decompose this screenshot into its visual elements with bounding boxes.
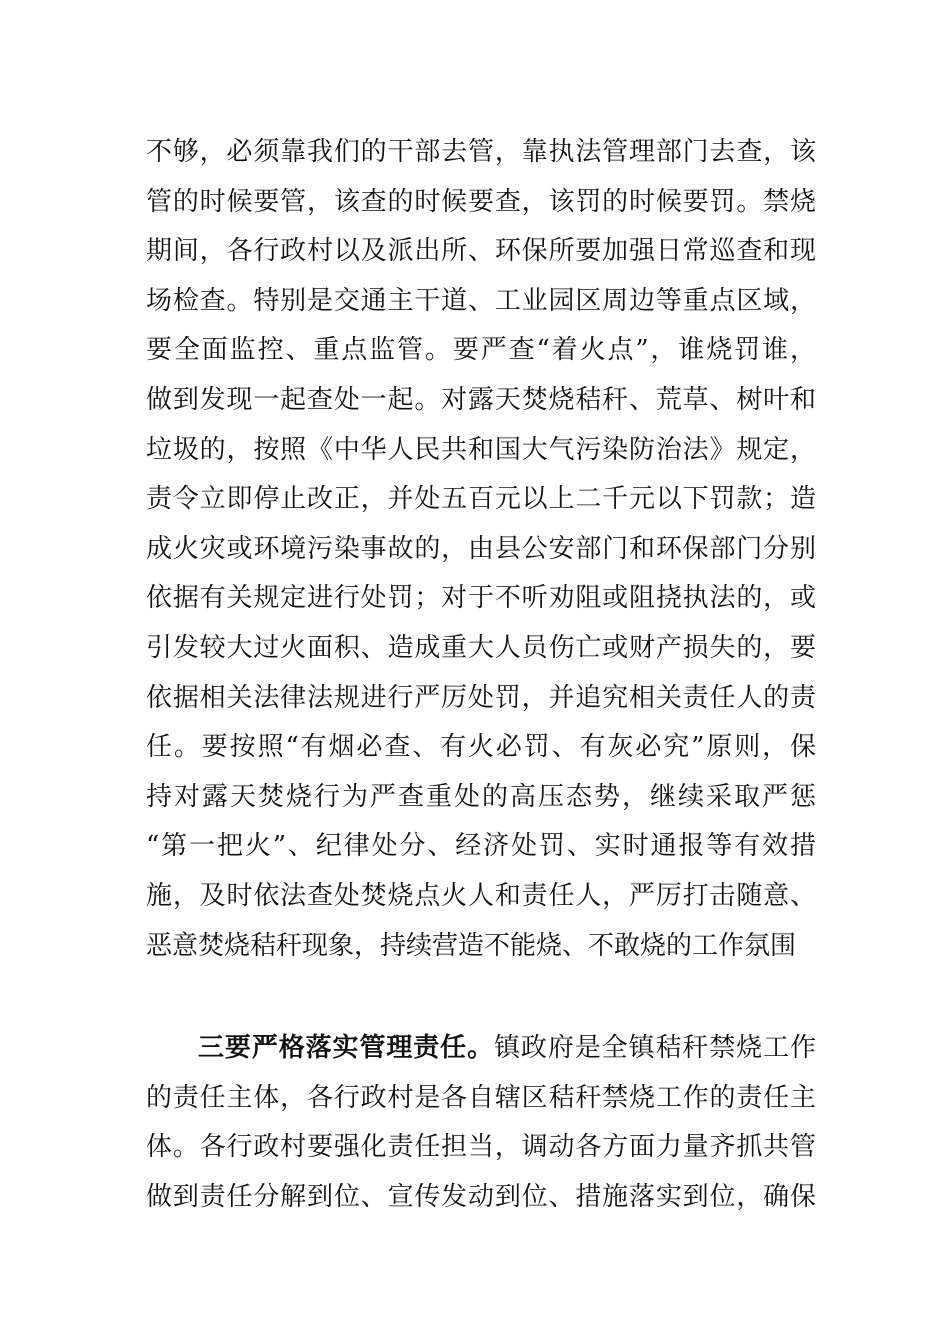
- paragraph-line: 引发较大过火面积、造成重大人员伤亡或财产损失的，要: [146, 632, 816, 663]
- paragraph-line: 的责任主体，各行政村是各自辖区秸秆禁烧工作的责任主: [146, 1082, 816, 1113]
- paragraph-line: 不够，必须靠我们的干部去管，靠执法管理部门去查，该: [146, 137, 816, 167]
- section-heading: 三要严格落实管理责任。: [198, 1033, 494, 1063]
- paragraph-line: 持对露天焚烧行为严查重处的高压态势，继续采取严惩: [146, 781, 816, 812]
- paragraph-line: 做到发现一起查处一起。对露天焚烧秸秆、荒草、树叶和: [146, 384, 816, 415]
- paragraph-line: 做到责任分解到位、宣传发动到位、措施落实到位，确保: [146, 1181, 816, 1212]
- paragraph-line: 体。各行政村要强化责任担当，调动各方面力量齐抓共管: [146, 1132, 816, 1163]
- paragraph-line: 垃圾的，按照《中华人民共和国大气污染防治法》规定，: [146, 434, 816, 465]
- paragraph-line: 任。要按照“有烟必查、有火必罚、有灰必究”原则，保: [146, 732, 816, 763]
- paragraph-line: “第一把火”、纪律处分、经济处罚、实时通报等有效措: [146, 831, 816, 862]
- paragraph-line: 施，及时依法查处焚烧点火人和责任人，严厉打击随意、: [146, 880, 816, 911]
- paragraph-line: 成火灾或环境污染事故的，由县公安部门和环保部门分别: [146, 533, 816, 564]
- paragraph-line: 依据有关规定进行处罚；对于不听劝阻或阻挠执法的，或: [146, 583, 816, 614]
- paragraph-line: 场检查。特别是交通主干道、工业园区周边等重点区域，: [146, 285, 816, 316]
- paragraph-line: 依据相关法律法规进行严厉处罚，并追究相关责任人的责: [146, 682, 816, 713]
- paragraph-line: 期间，各行政村以及派出所、环保所要加强日常巡查和现: [146, 236, 816, 267]
- paragraph-line: 恶意焚烧秸秆现象，持续营造不能烧、不敢烧的工作氛围: [146, 930, 797, 961]
- paragraph-first-line: [146, 1024, 816, 1074]
- paragraph-2: [146, 1024, 816, 1222]
- paragraph-line: 责令立即停止改正，并处五百元以上二千元以下罚款；造: [146, 484, 816, 515]
- paragraph-1: [146, 128, 816, 971]
- paragraph-text: 镇政府是全镇秸秆禁烧工作: [494, 1033, 816, 1063]
- paragraph-line: 要全面监控、重点监管。要严查“着火点”，谁烧罚谁，: [146, 335, 816, 366]
- paragraph-line: 管的时候要管，该查的时候要查，该罚的时候要罚。禁烧: [146, 186, 816, 217]
